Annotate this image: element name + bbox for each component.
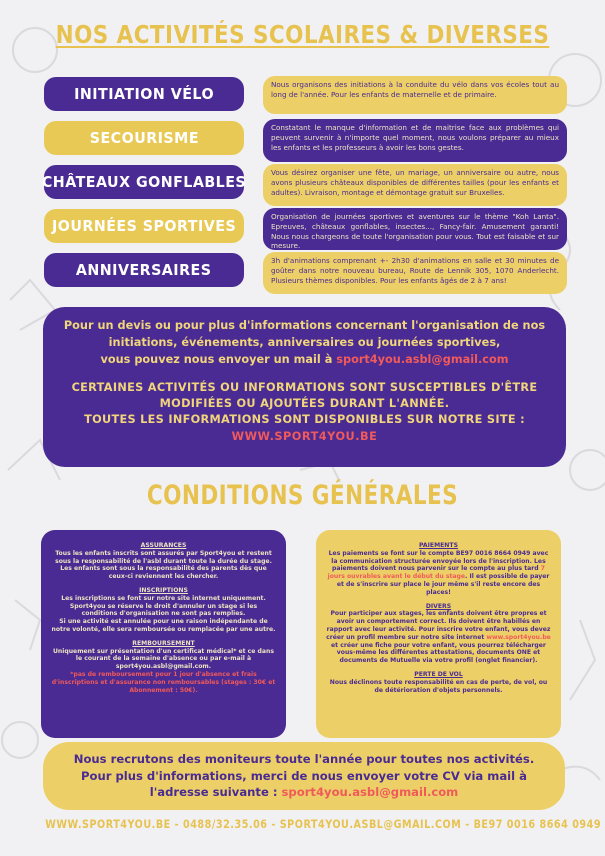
recruit-line: Nous recrutons des moniteurs toute l'année pour toutes nos activités.: [73, 752, 535, 766]
footer-text: WWW.SPORT4YOU.BE - 0488/32.35.06 - SPORT4YOU.ASBL@GMAIL.COM - BE97 0016 8664 0949: [45, 818, 602, 831]
paiements-text: Les paiements se font sur le compte BE97 0016 8664 0949 avec la communication structurée envoyée lors de l'inscription. Les paiements doivent nous parvenir sur le compte au plus tard: [328, 549, 549, 573]
contact-email-link[interactable]: sport4you.asbl@gmail.com: [336, 353, 509, 366]
contact-line: vous pouvez nous envoyer un mail à: [100, 353, 337, 366]
activity-pill-initiation-velo: [44, 77, 244, 111]
paiements-text: . Il est possible de payer et de s'inscrire sur place le jour même s'il reste encore des places!: [336, 573, 550, 596]
conditions-title: CONDITIONS GÉNÉRALES: [146, 480, 459, 511]
remboursement-note: *pas de remboursement pour 1 jour d'absence et frais d'inscriptions et d'assurance non remboursables (stages : 30€ et Abonnement : 50€).: [51, 670, 276, 694]
conditions-right-box: [316, 530, 561, 738]
remboursement-heading: REMBOURSEMENT: [132, 639, 195, 647]
assurances-heading: ASSURANCES: [140, 542, 187, 549]
website-link[interactable]: WWW.SPORT4YOU.BE: [231, 430, 378, 443]
inscriptions-text: Si une activité est annulée pour une raison indépendante de notre volonté, elle sera remboursée ou remplacée par une autre.: [51, 618, 276, 633]
perte-heading: PERTE DE VOL: [414, 670, 463, 678]
divers-heading: DIVERS: [425, 602, 452, 610]
recruit-email-link[interactable]: sport4you.asbl@gmail.com: [281, 785, 459, 799]
perte-text: Nous déclinons toute responsabilité en cas de perte, de vol, ou de détérioration d'objets personnels.: [329, 678, 548, 694]
recruit-line: Pour plus d'informations, merci de nous envoyer votre CV via mail à: [81, 768, 527, 783]
conditions-left-box: [41, 530, 286, 738]
divers-text: Pour participer aux stages, les enfants doivent être propres et avoir un comportement correct. Ils doivent être habillés en rapport avec leur activité. Pour inscrire votre enfant, vous devez créer un profil membre sur notre site internet: [326, 610, 551, 641]
activity-pill-anniversaires: [44, 253, 244, 287]
notice-line: TOUTES LES INFORMATIONS SONT DISPONIBLES SUR NOTRE SITE :: [84, 413, 525, 426]
activity-label: CHÂTEAUX GONFLABLES: [41, 173, 247, 191]
activity-label: ANNIVERSAIRES: [76, 261, 212, 279]
activity-description: Organisation de journées sportives et aventures sur le thème "Koh Lanta". Epreuves, châteaux gonflables, insectes..., Fancy-fair. Amusement garanti! Nous nous chargeons de toute l'organisation pour vous. Tout est faisable et sur mesure.: [263, 208, 567, 250]
activity-pill-journees-sportives: [44, 209, 244, 243]
activity-description: 3h d'animations comprenant +- 2h30 d'animations en salle et 30 minutes de goûter dans notre nouveau bureau, Route de Lennik 305, 1070 Anderlecht. Plusieurs thèmes disponibles. Pour les enfants âgés de 2 à 7 ans!: [263, 252, 567, 294]
activity-description: Constatant le manque d'information et de maitrise face aux problèmes qui peuvent survenir à n'importe quel moment, nous voulons préparer au mieux les enfants et les professeurs à avoir les bons gestes.: [263, 119, 567, 162]
contact-info-box: [43, 307, 566, 467]
remboursement-text: Uniquement sur présentation d'un certificat médical* et ce dans le courant de la semaine d'absence ou par e-mail à sport4you.asbl@gmail.com.: [52, 647, 274, 671]
divers-website-link[interactable]: www.sport4you.be: [486, 633, 551, 641]
recruit-box: [43, 742, 565, 810]
inscriptions-text: Les inscriptions se font sur notre site internet uniquement. Sport4you se réserve le droit d'annuler un stage si les conditions d'organisation ne sont pas remplies.: [61, 594, 266, 618]
activity-description: Nous organisons des initiations à la conduite du vélo dans vos écoles tout au long de l'année. Pour les enfants de maternelle et de primaire.: [263, 76, 567, 114]
assurances-text: Les enfants sont sous la responsabilité des parents dès que ceux-ci reviennent les chercher.: [60, 565, 267, 581]
contact-line: initiations, événements, anniversaires ou journées sportives,: [108, 336, 501, 349]
divers-text: et créer une fiche pour votre enfant, vous pourrez télécharger vous-même les différentes attestations, documents ONE et documents de Mutuelle via votre profil (onglet financier).: [331, 641, 546, 665]
activity-pill-chateaux-gonflables: [41, 165, 247, 199]
notice-line: MODIFIÉES OU AJOUTÉES DURANT L'ANNÉE.: [159, 397, 450, 410]
contact-line: Pour un devis ou pour plus d'informations concernant l'organisation de nos: [63, 319, 546, 332]
inscriptions-heading: INSCRIPTIONS: [139, 586, 188, 594]
activity-label: SECOURISME: [89, 129, 199, 147]
footer-contact: [0, 818, 605, 831]
activity-label: INITIATION VÉLO: [74, 85, 214, 103]
activity-label: JOURNÉES SPORTIVES: [51, 217, 237, 235]
recruit-line: l'adresse suivante :: [149, 785, 282, 799]
paiements-heading: PAIEMENTS: [419, 542, 458, 549]
assurances-text: Tous les enfants inscrits sont assurés par Sport4you et restent sous la responsabilité de l'asbl durant toute la durée du stage.: [55, 549, 272, 565]
activity-description: Vous désirez organiser une fête, un mariage, un anniversaire ou autre, nous avons plusieurs châteaux disponibles de différentes tailles (pour les enfants et adultes). Livraison, montage et démontage gratuit sur Bruxelles.: [263, 164, 567, 206]
page-title: NOS ACTIVITÉS SCOLAIRES & DIVERSES: [55, 20, 550, 49]
notice-line: CERTAINES ACTIVITÉS OU INFORMATIONS SONT SUSCEPTIBLES D'ÊTRE: [71, 381, 538, 394]
paiements-deadline: 7 jours ouvrables avant le début du stage: [327, 565, 546, 581]
activity-pill-secourisme: [44, 121, 244, 155]
